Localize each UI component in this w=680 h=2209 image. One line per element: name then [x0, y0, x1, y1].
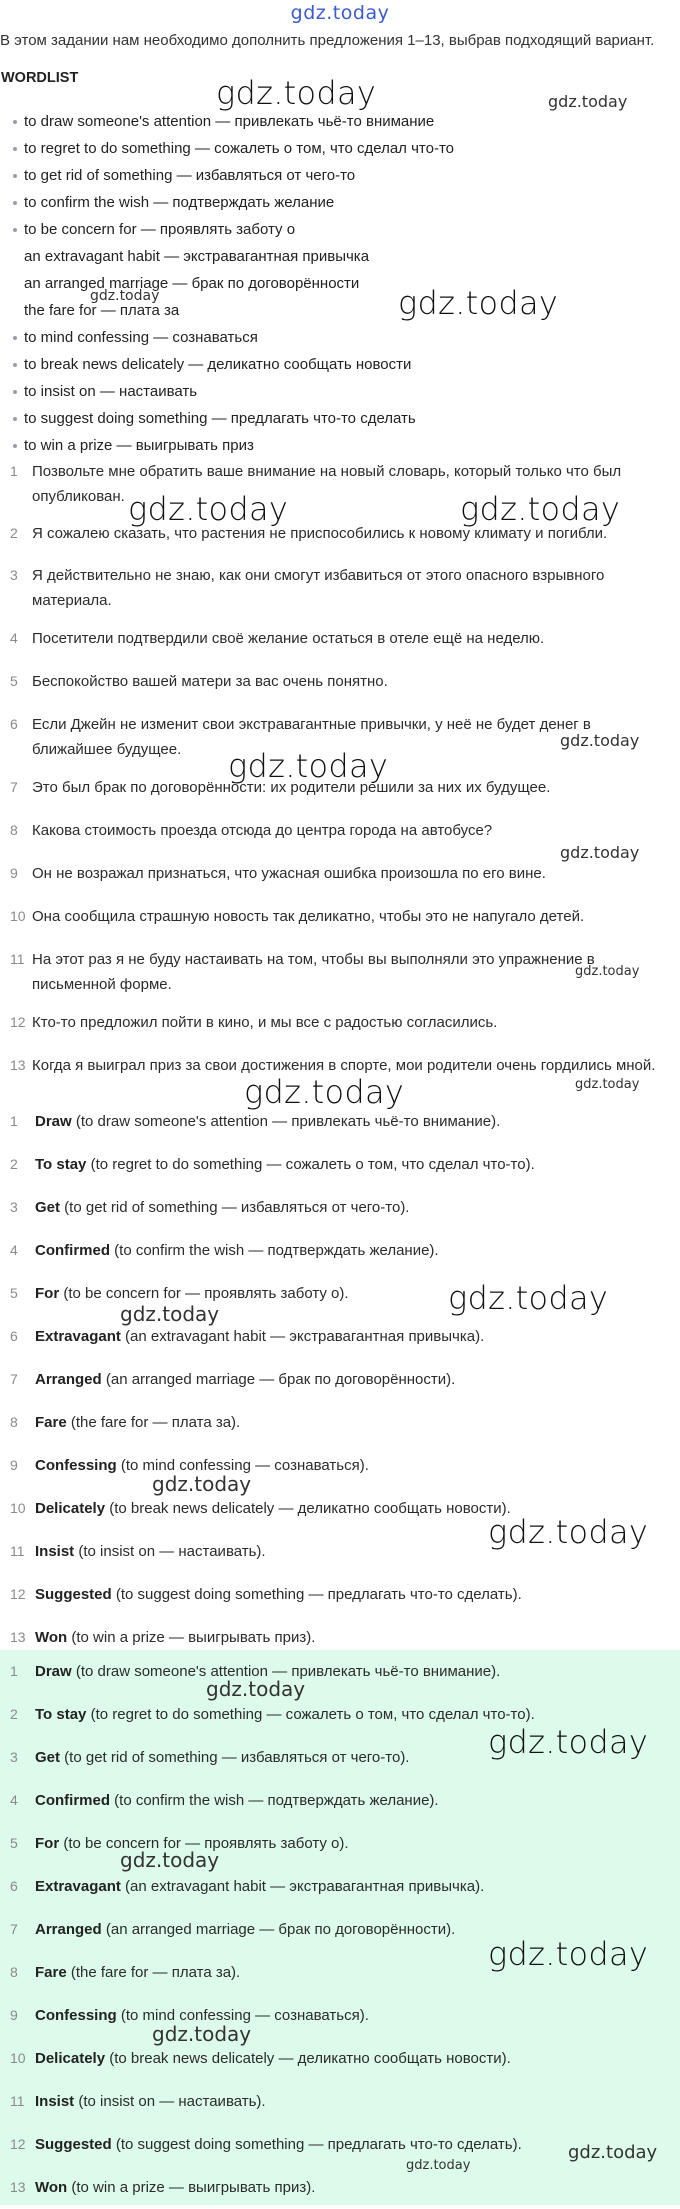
answer-word: Suggested: [35, 1586, 112, 1603]
answer-item: 9 Confessing (to mind confessing — сознаваться).: [10, 2007, 369, 2024]
answer-item: 6 Extravagant (an extravagant habit — экстравагантная привычка).: [10, 1878, 485, 1895]
wordlist-title: WORDLIST: [1, 70, 79, 86]
answer-item: 8 Fare (the fare for — плата за).: [10, 1414, 241, 1431]
watermark: gdz.today: [448, 1279, 609, 1317]
site-logo[interactable]: gdz.today: [290, 2, 390, 24]
watermark: gdz.today: [560, 731, 640, 750]
answer-word: Confirmed: [35, 1792, 110, 1809]
watermark: gdz.today: [548, 92, 628, 111]
sentence-item: 5 Беспокойство вашей матери за вас очень понятно.: [10, 673, 388, 690]
sentence-item: 7 Это был брак по договорённости: их родители решили за них их будущее.: [10, 779, 551, 796]
watermark: gdz.today: [488, 1513, 649, 1551]
wordlist-item: to regret to do something — сожалеть о том, что сделал что-то: [0, 135, 680, 162]
bullet-icon: [13, 174, 17, 178]
wordlist-item: to insist on — настаивать: [0, 378, 680, 405]
wordlist-item: the fare for — плата за: [24, 302, 180, 319]
watermark: gdz.today: [575, 964, 640, 979]
bullet-icon: [13, 120, 17, 124]
bullet-icon: [13, 363, 17, 367]
answer-item: 12 Suggested (to suggest doing something — предлагать что-то сделать).: [10, 1586, 522, 1603]
answer-word: Extravagant: [35, 1878, 121, 1895]
answer-item: 7 Arranged (an arranged marriage — брак по договорённости).: [10, 1921, 456, 1938]
answer-item: 10 Delicately (to break news delicately — деликатно сообщать новости).: [10, 2050, 511, 2067]
answer-word: Won: [35, 2179, 68, 2196]
bullet-icon: [13, 228, 17, 232]
wordlist-item: to be concern for — проявлять заботу о: [0, 216, 680, 243]
answer-word: Draw: [35, 1663, 72, 1680]
answer-item: 11 Insist (to insist on — настаивать).: [10, 1543, 266, 1560]
sentence-item: 9 Он не возражал признаться, что ужасная ошибка произошла по его вине.: [10, 865, 546, 882]
answer-item: 2 To stay (to regret to do something — сожалеть о том, что сделал что-то).: [10, 1706, 535, 1723]
wordlist-item: to confirm the wish — подтверждать желание: [0, 189, 680, 216]
answer-item: 2 To stay (to regret to do something — сожалеть о том, что сделал что-то).: [10, 1156, 535, 1173]
answer-item: 1 Draw (to draw someone's attention — привлекать чьё-то внимание).: [10, 1113, 501, 1130]
answer-word: Delicately: [35, 1500, 106, 1517]
answer-word: To stay: [35, 1706, 87, 1723]
intro-text: В этом задании нам необходимо дополнить предложения 1–13, выбрав подходящий вариант.: [0, 32, 655, 49]
bullet-icon: [13, 390, 17, 394]
answer-item: 7 Arranged (an arranged marriage — брак по договорённости).: [10, 1371, 456, 1388]
watermark: gdz.today: [90, 288, 160, 304]
watermark: gdz.today: [244, 1073, 405, 1111]
watermark: gdz.today: [152, 2022, 252, 2046]
answer-word: To stay: [35, 1156, 87, 1173]
answer-word: For: [35, 1835, 60, 1852]
watermark: gdz.today: [120, 1302, 220, 1326]
answer-item: 4 Confirmed (to confirm the wish — подтверждать желание).: [10, 1242, 439, 1259]
answer-word: Confessing: [35, 1457, 117, 1474]
answer-list: [0, 1100, 680, 1659]
watermark: gdz.today: [460, 490, 621, 528]
answer-item: 4 Confirmed (to confirm the wish — подтверждать желание).: [10, 1792, 439, 1809]
watermark: gdz.today: [228, 747, 389, 785]
answer-word: Confessing: [35, 2007, 117, 2024]
answer-word: Fare: [35, 1964, 67, 1981]
watermark: gdz.today: [120, 1848, 220, 1872]
sentence-item: 6 Если Джейн не изменит свои экстравагантные привычки, у неё не будет денег в ближайшее будущее.: [10, 716, 591, 758]
answer-item: 8 Fare (the fare for — плата за).: [10, 1964, 241, 1981]
sentence-item: 2 Я сожалею сказать, что растения не приспособились к новому климату и погибли.: [10, 525, 608, 542]
bullet-icon: [13, 417, 17, 421]
answer-item: 12 Suggested (to suggest doing something — предлагать что-то сделать).: [10, 2136, 522, 2153]
wordlist-item: an arranged marriage — брак по договорённости: [24, 275, 360, 292]
wordlist-item: to break news delicately — деликатно сообщать новости: [0, 351, 680, 378]
answer-word: Arranged: [35, 1921, 102, 1938]
answer-word: Get: [35, 1749, 61, 1766]
watermark: gdz.today: [560, 843, 640, 862]
wordlist-item: to win a prize — выигрывать приз: [0, 432, 680, 459]
wordlist-item: an extravagant habit — экстравагантная привычка: [24, 248, 370, 265]
answer-word: Delicately: [35, 2050, 106, 2067]
sentence-item: 13 Когда я выиграл приз за свои достижения в спорте, мои родители очень гордились мной.: [10, 1057, 656, 1074]
watermark: gdz.today: [216, 74, 377, 112]
answer-item: 6 Extravagant (an extravagant habit — экстравагантная привычка).: [10, 1328, 485, 1345]
sentence-item: 4 Посетители подтвердили своё желание остаться в отеле ещё на неделю.: [10, 630, 545, 647]
answer-item: 1 Draw (to draw someone's attention — привлекать чьё-то внимание).: [10, 1663, 501, 1680]
answer-word: Extravagant: [35, 1328, 121, 1345]
answer-item: 10 Delicately (to break news delicately — деликатно сообщать новости).: [10, 1500, 511, 1517]
bullet-icon: [13, 201, 17, 205]
answer-word: Suggested: [35, 2136, 112, 2153]
sentence-item: 8 Какова стоимость проезда отсюда до центра города на автобусе?: [10, 822, 493, 839]
sentence-item: 11 На этот раз я не буду настаивать на том, чтобы вы выполняли это упражнение в письменной форме.: [10, 951, 595, 993]
wordlist-item: to draw someone's attention — привлекать чьё-то внимание: [0, 108, 680, 135]
answer-word: For: [35, 1285, 60, 1302]
wordlist-item: to mind confessing — сознаваться: [0, 324, 680, 351]
answer-item: 3 Get (to get rid of something — избавляться от чего-то).: [10, 1199, 410, 1216]
answer-word: Insist: [35, 2093, 75, 2110]
sentence-item: 3 Я действительно не знаю, как они смогут избавиться от этого опасного взрывного материала.: [10, 567, 605, 609]
answer-word: Arranged: [35, 1371, 102, 1388]
answer-item: 5 For (to be concern for — проявлять заботу о).: [10, 1835, 349, 1852]
sentence-item: 10 Она сообщила страшную новость так деликатно, чтобы это не напугало детей.: [10, 908, 585, 925]
watermark: gdz.today: [406, 2158, 471, 2173]
wordlist-item: to get rid of something — избавляться от чего-то: [0, 162, 680, 189]
watermark: gdz.today: [398, 284, 559, 322]
watermark: gdz.today: [575, 1077, 640, 1092]
answer-item: 13 Won (to win a prize — выигрывать приз).: [10, 2179, 316, 2196]
answer-list-highlighted: [0, 1650, 680, 2209]
answer-word: Insist: [35, 1543, 75, 1560]
answer-item: 5 For (to be concern for — проявлять заботу о).: [10, 1285, 349, 1302]
watermark: gdz.today: [568, 2142, 658, 2163]
bullet-icon: [13, 147, 17, 151]
sentence-item: 12 Кто-то предложил пойти в кино, и мы все с радостью согласились.: [10, 1014, 498, 1031]
bullet-icon: [13, 444, 17, 448]
watermark: gdz.today: [128, 490, 289, 528]
answer-word: Draw: [35, 1113, 72, 1130]
wordlist: [0, 108, 680, 459]
answer-word: Won: [35, 1629, 68, 1646]
watermark: gdz.today: [488, 1723, 649, 1761]
answer-item: 11 Insist (to insist on — настаивать).: [10, 2093, 266, 2110]
answer-item: 9 Confessing (to mind confessing — сознаваться).: [10, 1457, 369, 1474]
watermark: gdz.today: [152, 1472, 252, 1496]
answer-word: Confirmed: [35, 1242, 110, 1259]
watermark: gdz.today: [206, 1677, 306, 1701]
answer-word: Get: [35, 1199, 61, 1216]
answer-item: 3 Get (to get rid of something — избавляться от чего-то).: [10, 1749, 410, 1766]
answer-item: 13 Won (to win a prize — выигрывать приз).: [10, 1629, 316, 1646]
watermark: gdz.today: [488, 1935, 649, 1973]
answer-word: Fare: [35, 1414, 67, 1431]
wordlist-item: to suggest doing something — предлагать что-то сделать: [0, 405, 680, 432]
sentence-item: 1 Позвольте мне обратить ваше внимание на новый словарь, который только что был опубликован.: [10, 463, 622, 505]
bullet-icon: [13, 336, 17, 340]
